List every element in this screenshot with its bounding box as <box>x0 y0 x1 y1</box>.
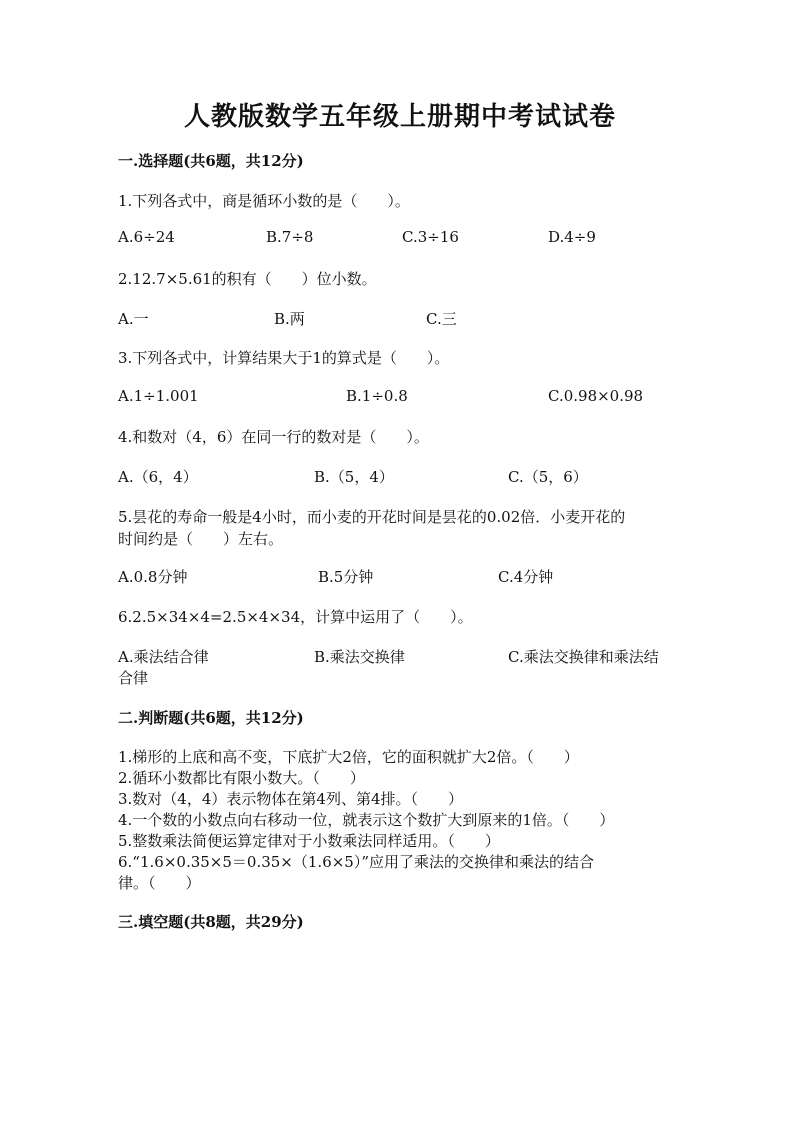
option-c[interactable]: C.（5，6） <box>508 468 588 486</box>
option-a[interactable]: A.1÷1.001 <box>118 387 199 405</box>
option-b[interactable]: B.1÷0.8 <box>346 387 408 405</box>
option-b[interactable]: B.乘法交换律 <box>314 648 405 666</box>
question-2: 2.12.7×5.61的积有（ ）位小数。 <box>118 270 377 288</box>
judgment-item-6: 6.“1.6×0.35×5＝0.35×（1.6×5）”应用了乘法的交换律和乘法的结合 <box>118 853 595 871</box>
option-a[interactable]: A.（6，4） <box>118 468 198 486</box>
option-a[interactable]: A.乘法结合律 <box>118 648 209 666</box>
question-2-options <box>118 308 698 330</box>
question-6-options <box>118 646 698 668</box>
option-b[interactable]: B.两 <box>274 310 305 328</box>
judgment-item-1: 1.梯形的上底和高不变，下底扩大2倍，它的面积就扩大2倍。（ ） <box>118 748 579 766</box>
option-c[interactable]: C.4分钟 <box>498 568 554 586</box>
judgment-item-6-continued: 律。（ ） <box>118 874 201 892</box>
section-heading-fill-in: 三.填空题(共8题，共29分) <box>118 913 304 931</box>
question-3-options <box>118 387 698 409</box>
question-6-option-c-continued: 合律 <box>118 669 149 687</box>
section-heading-judgment: 二.判断题(共6题，共12分) <box>118 709 304 727</box>
question-5-line-1: 5.昙花的寿命一般是4小时，而小麦的开花时间是昙花的0.02倍．小麦开花的 <box>118 508 626 526</box>
option-a[interactable]: A.6÷24 <box>118 228 175 246</box>
question-4-options <box>118 466 698 488</box>
question-4: 4.和数对（4，6）在同一行的数对是（ ）。 <box>118 428 429 446</box>
question-5-line-2: 时间约是（ ）左右。 <box>118 530 284 548</box>
option-d[interactable]: D.4÷9 <box>548 228 596 246</box>
question-5-options <box>118 566 698 588</box>
judgment-item-3: 3.数对（4，4）表示物体在第4列、第4排。（ ） <box>118 790 463 808</box>
option-b[interactable]: B.5分钟 <box>318 568 374 586</box>
judgment-item-4: 4.一个数的小数点向右移动一位，就表示这个数扩大到原来的1倍。（ ） <box>118 811 615 829</box>
option-a[interactable]: A.0.8分钟 <box>118 568 188 586</box>
judgment-item-5: 5.整数乘法简便运算定律对于小数乘法同样适用。（ ） <box>118 832 500 850</box>
question-1-options <box>118 228 698 250</box>
option-c[interactable]: C.3÷16 <box>402 228 459 246</box>
option-a[interactable]: A.一 <box>118 310 149 328</box>
question-6: 6.2.5×34×4=2.5×4×34，计算中运用了（ ）。 <box>118 608 473 626</box>
judgment-item-2: 2.循环小数都比有限小数大。（ ） <box>118 769 365 787</box>
section-heading-choice: 一.选择题(共6题，共12分) <box>118 152 304 170</box>
option-c[interactable]: C.乘法交换律和乘法结 <box>508 648 659 666</box>
option-b[interactable]: B.（5，4） <box>314 468 394 486</box>
page-title: 人教版数学五年级上册期中考试试卷 <box>183 102 616 132</box>
option-c[interactable]: C.0.98×0.98 <box>548 387 644 405</box>
question-1: 1.下列各式中，商是循环小数的是（ ）。 <box>118 192 410 210</box>
option-b[interactable]: B.7÷8 <box>266 228 314 246</box>
question-3: 3.下列各式中，计算结果大于1的算式是（ ）。 <box>118 349 450 367</box>
option-c[interactable]: C.三 <box>426 310 457 328</box>
